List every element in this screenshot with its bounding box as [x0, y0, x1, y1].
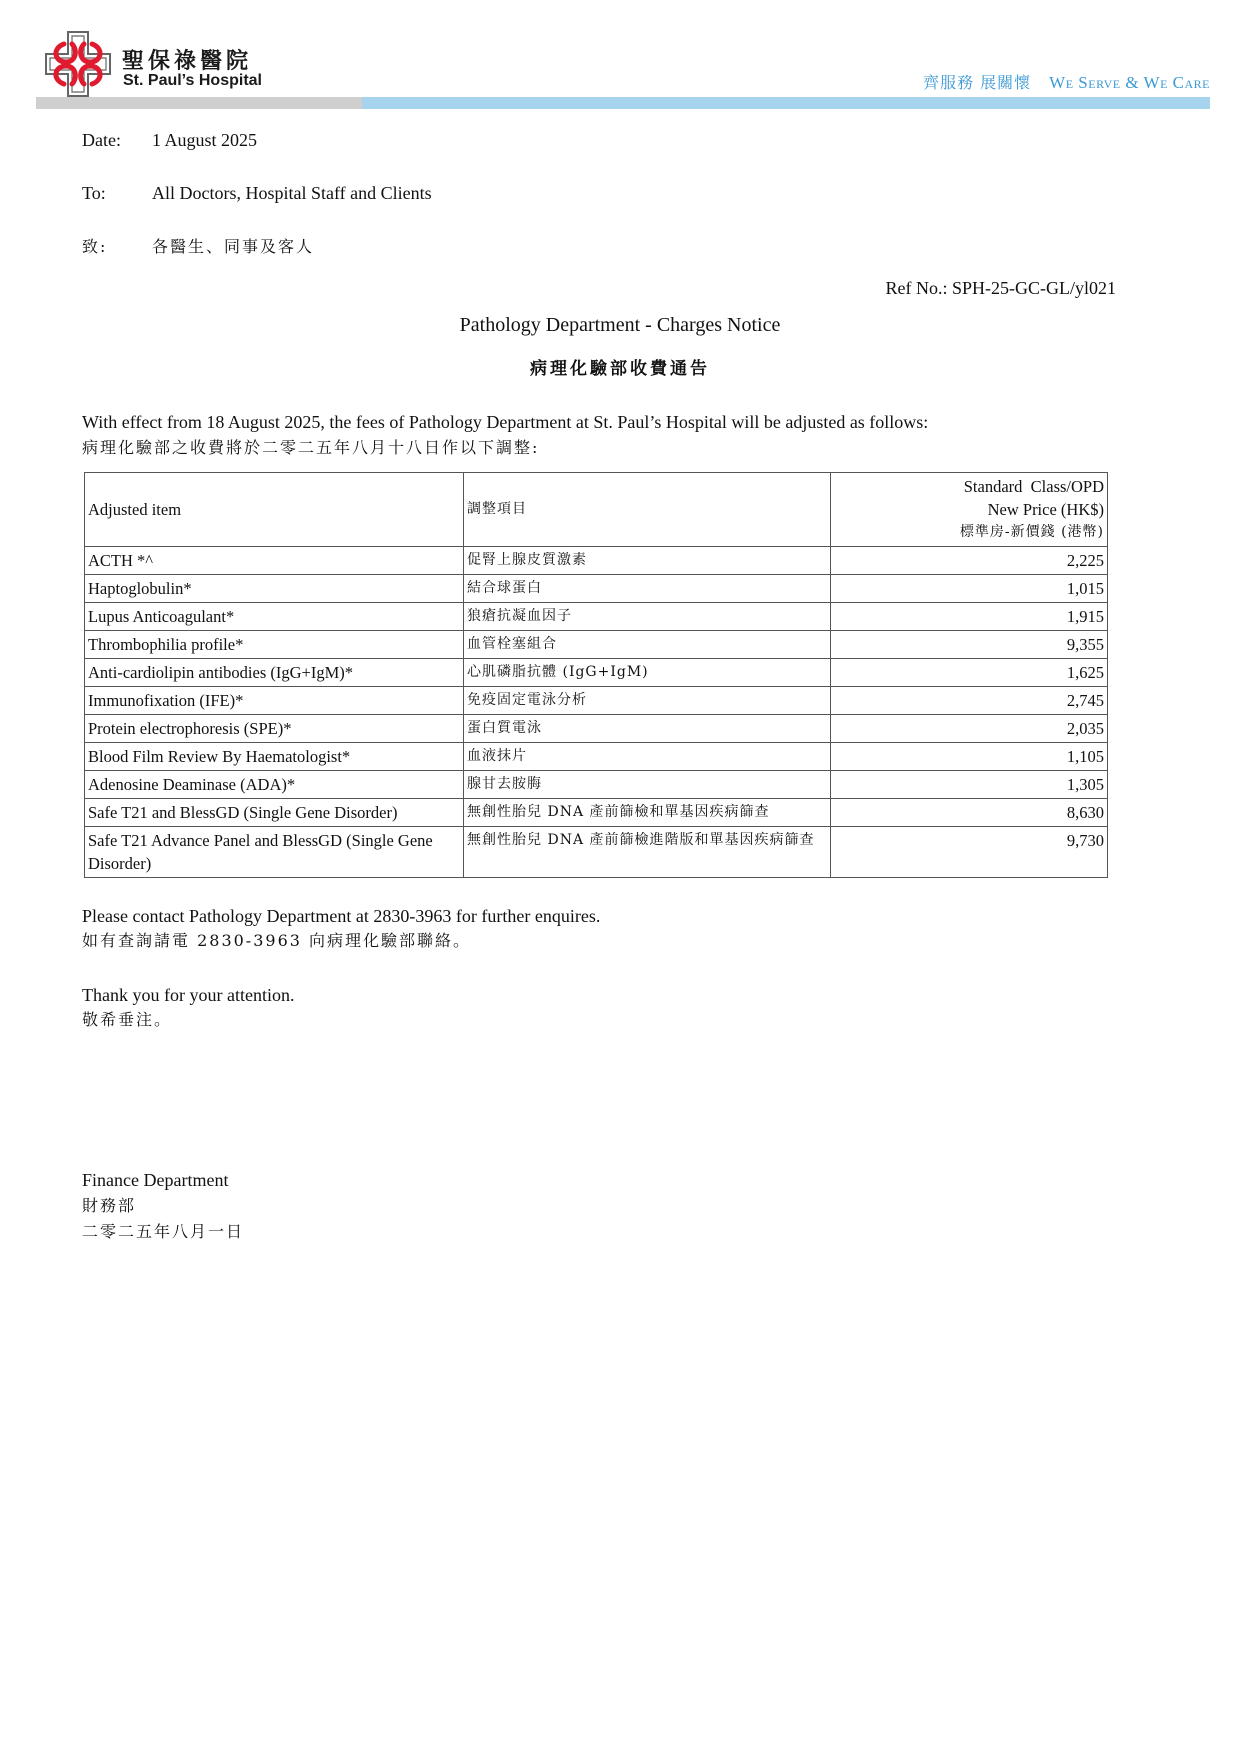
motto-en: We Serve & We Care: [1049, 73, 1210, 92]
intro-text: With effect from 18 August 2025, the fees of Pathology Department at St. Paul’s Hospital will be adjusted as follows:: [82, 412, 929, 432]
contact-text: Please contact Pathology Department at 2830-3963 for further enquires.: [82, 906, 601, 926]
hospital-name-en: St. Paul’s Hospital: [123, 72, 262, 89]
item-en: Lupus Anticoagulant*: [85, 603, 464, 631]
item-en: Adenosine Deaminase (ADA)*: [85, 771, 464, 799]
item-cn: 狼瘡抗凝血因子: [464, 603, 831, 631]
item-cn: 血液抹片: [464, 743, 831, 771]
to-cn-value: 各醫生、同事及客人: [152, 237, 315, 256]
hospital-logo-icon: [42, 28, 114, 100]
item-price: 1,915: [830, 603, 1107, 631]
table-header-row: [85, 473, 1108, 547]
item-price: 9,355: [830, 631, 1107, 659]
hospital-motto: [923, 70, 1210, 93]
item-cn: 腺甘去胺脢: [464, 771, 831, 799]
date-label: Date:: [82, 130, 121, 150]
col-header-item-cn: 調整項目: [464, 473, 831, 547]
item-cn: 蛋白質電泳: [464, 715, 831, 743]
item-en: ACTH *^: [85, 547, 464, 575]
item-cn: 結合球蛋白: [464, 575, 831, 603]
to-value: All Doctors, Hospital Staff and Clients: [152, 183, 432, 203]
item-cn: 血管栓塞組合: [464, 631, 831, 659]
price-header-line1: Standard Class/OPD: [963, 477, 1104, 496]
table-row: [85, 743, 1108, 771]
item-price: 1,625: [830, 659, 1107, 687]
item-price: 2,225: [830, 547, 1107, 575]
table-row: [85, 575, 1108, 603]
item-cn: 無創性胎兒 DNA 產前篩檢和單基因疾病篩查: [464, 799, 831, 827]
table-row: [85, 547, 1108, 575]
thanks-text: Thank you for your attention.: [82, 985, 295, 1005]
price-header-line3: 標準房-新價錢 (港幣): [959, 524, 1104, 540]
item-price: 8,630: [830, 799, 1107, 827]
col-header-price: [830, 473, 1107, 547]
table-row: [85, 827, 1108, 878]
to-label: To:: [82, 183, 106, 203]
item-en: Anti-cardiolipin antibodies (IgG+IgM)*: [85, 659, 464, 687]
item-en: Haptoglobulin*: [85, 575, 464, 603]
item-en: Safe T21 Advance Panel and BlessGD (Single Gene Disorder): [85, 827, 464, 878]
item-price: 1,305: [830, 771, 1107, 799]
item-price: 1,105: [830, 743, 1107, 771]
item-cn: 心肌磷脂抗體 (IgG+IgM): [464, 659, 831, 687]
item-cn: 無創性胎兒 DNA 產前篩檢進階版和單基因疾病篩查: [464, 827, 831, 878]
header-rule-blue: [362, 97, 1210, 109]
to-cn-line: [82, 234, 314, 259]
item-cn: 促腎上腺皮質激素: [464, 547, 831, 575]
contact-text-cn: 如有查詢請電 2830-3963 向病理化驗部聯絡。: [82, 931, 472, 950]
table-row: [85, 799, 1108, 827]
fee-table: [84, 472, 1108, 878]
item-en: Immunofixation (IFE)*: [85, 687, 464, 715]
table-row: [85, 631, 1108, 659]
notice-title-cn: 病理化驗部收費通告: [530, 359, 710, 379]
item-price: 2,035: [830, 715, 1107, 743]
item-en: Blood Film Review By Haematologist*: [85, 743, 464, 771]
to-cn-label: 致:: [82, 237, 108, 256]
table-row: [85, 603, 1108, 631]
item-price: 9,730: [830, 827, 1107, 878]
to-line: [82, 181, 432, 205]
item-en: Protein electrophoresis (SPE)*: [85, 715, 464, 743]
item-price: 2,745: [830, 687, 1107, 715]
signature-dept: Finance Department: [82, 1170, 229, 1190]
reference-number: Ref No.: SPH-25-GC-GL/yl021: [885, 278, 1116, 298]
col-header-item: Adjusted item: [85, 473, 464, 547]
notice-title: Pathology Department - Charges Notice: [459, 314, 781, 336]
motto-cn: 齊服務 展關懷: [923, 73, 1032, 92]
price-header-line2: New Price (HK$): [987, 500, 1104, 519]
item-cn: 免疫固定電泳分析: [464, 687, 831, 715]
header-rule-grey: [36, 97, 362, 109]
item-en: Thrombophilia profile*: [85, 631, 464, 659]
table-row: [85, 771, 1108, 799]
signature-dept-cn: 財務部: [82, 1196, 137, 1215]
table-row: [85, 687, 1108, 715]
item-en: Safe T21 and BlessGD (Single Gene Disorder): [85, 799, 464, 827]
table-row: [85, 659, 1108, 687]
date-value: 1 August 2025: [152, 130, 258, 150]
thanks-text-cn: 敬希垂注。: [82, 1010, 173, 1029]
table-row: [85, 715, 1108, 743]
signature-date-cn: 二零二五年八月一日: [82, 1222, 245, 1241]
item-price: 1,015: [830, 575, 1107, 603]
date-line: [82, 128, 257, 152]
intro-text-cn: 病理化驗部之收費將於二零二五年八月十八日作以下調整:: [82, 438, 540, 457]
hospital-name-cn: 聖保祿醫院: [122, 48, 253, 74]
